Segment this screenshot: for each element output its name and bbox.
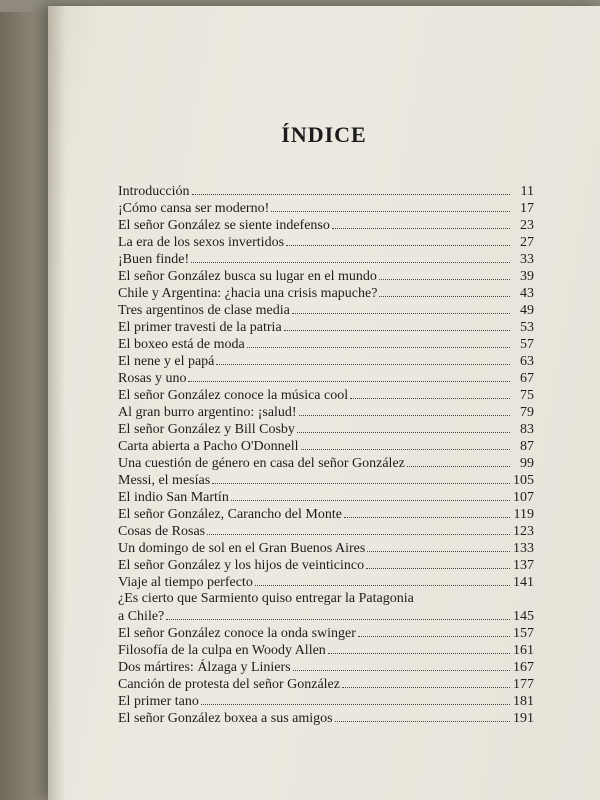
toc-entry	[118, 522, 534, 539]
toc-entry	[118, 233, 534, 250]
dot-leader	[297, 420, 510, 433]
dot-leader	[212, 471, 510, 484]
toc-entry-page: 105	[513, 473, 534, 488]
toc-entry-page: 11	[520, 184, 534, 199]
dot-leader	[344, 505, 510, 518]
toc-entry-title: El primer tano	[118, 694, 199, 709]
toc-entry-page: 27	[520, 235, 534, 250]
dot-leader	[299, 403, 510, 416]
dot-leader	[201, 692, 510, 705]
toc-entry	[118, 709, 534, 726]
dot-leader	[284, 318, 510, 331]
toc-entry-page: 75	[520, 388, 534, 403]
toc-entry-page: 145	[513, 609, 534, 624]
toc-entry-page: 191	[513, 711, 534, 726]
toc-entry-title: El nene y el papá	[118, 354, 215, 369]
toc-entry	[118, 573, 534, 590]
toc-entry-page: 43	[520, 286, 534, 301]
toc-entry-title: Una cuestión de género en casa del señor González	[118, 456, 405, 471]
dot-leader	[207, 522, 510, 535]
toc-entry-title: La era de los sexos invertidos	[118, 235, 285, 250]
dot-leader	[247, 335, 510, 348]
toc-entry-title: El señor González y los hijos de veinticinco	[118, 558, 365, 573]
dot-leader	[301, 437, 510, 450]
toc-entry-page: 39	[520, 269, 534, 284]
page-title: ÍNDICE	[281, 122, 367, 147]
toc-entry-page: 141	[513, 575, 534, 590]
toc-entry	[118, 675, 534, 692]
dot-leader	[335, 709, 510, 722]
toc-entry	[118, 267, 534, 284]
toc-entry-title: El señor González, Carancho del Monte	[118, 507, 342, 522]
toc-entry-title: Tres argentinos de clase media	[118, 303, 290, 318]
dot-leader	[255, 573, 510, 586]
toc-entry	[118, 216, 534, 233]
toc-entry	[118, 692, 534, 709]
toc-entry-title: Viaje al tiempo perfecto	[118, 575, 253, 590]
toc-entry-page: 33	[520, 252, 534, 267]
toc-entry	[118, 505, 534, 522]
toc-entry	[118, 301, 534, 318]
dot-leader	[358, 624, 510, 637]
toc-entry	[118, 488, 534, 505]
dot-leader	[293, 658, 510, 671]
toc-entry-title: El boxeo está de moda	[118, 337, 245, 352]
dot-leader	[366, 556, 510, 569]
toc-entry	[118, 590, 534, 624]
toc-entry-page: 79	[520, 405, 534, 420]
toc-entry-title: El indio San Martín	[118, 490, 229, 505]
toc-entry-title: El señor González se siente indefenso	[118, 218, 330, 233]
toc-entry-title-continued: a Chile?	[118, 609, 165, 624]
dot-leader	[188, 369, 510, 382]
toc-entry-title: El señor González conoce la onda swinger	[118, 626, 356, 641]
toc-entry-page: 133	[513, 541, 534, 556]
toc-entry-page: 137	[513, 558, 534, 573]
toc-entry	[118, 250, 534, 267]
toc-entry-page: 57	[520, 337, 534, 352]
toc-entry	[118, 284, 534, 301]
dot-leader	[379, 267, 510, 280]
toc-entry	[118, 624, 534, 641]
dot-leader	[286, 233, 510, 246]
dot-leader	[271, 199, 510, 212]
book-page	[48, 6, 600, 800]
toc-entry	[118, 352, 534, 369]
toc-entry	[118, 369, 534, 386]
toc-entry-title: Filosofía de la culpa en Woody Allen	[118, 643, 326, 658]
dot-leader	[216, 352, 510, 365]
dot-leader	[192, 182, 510, 195]
toc-entry-title: Rosas y uno	[118, 371, 187, 386]
toc-entry-title: Carta abierta a Pacho O'Donnell	[118, 439, 299, 454]
toc-entry-title: Introducción	[118, 184, 190, 199]
toc-entry-page: 87	[520, 439, 534, 454]
toc-entry-page: 107	[513, 490, 534, 505]
toc-entry-title: Messi, el mesías	[118, 473, 211, 488]
toc-entry-title: ¡Buen finde!	[118, 252, 190, 267]
toc-entry-page: 83	[520, 422, 534, 437]
toc-entry-page: 177	[513, 677, 534, 692]
toc-entry-title: Canción de protesta del señor González	[118, 677, 340, 692]
toc-entry-title: El señor González y Bill Cosby	[118, 422, 295, 437]
toc-entry	[118, 471, 534, 488]
dot-leader	[328, 641, 510, 654]
toc-entry-page: 167	[513, 660, 534, 675]
toc-entry	[118, 641, 534, 658]
toc-entry-page: 49	[520, 303, 534, 318]
toc-entry-page: 63	[520, 354, 534, 369]
toc-entry-title: Cosas de Rosas	[118, 524, 206, 539]
toc-entry	[118, 556, 534, 573]
toc-entry-page: 181	[513, 694, 534, 709]
toc-entry	[118, 318, 534, 335]
toc-entry-title: El señor González busca su lugar en el mundo	[118, 269, 377, 284]
toc-entry-title: El señor González boxea a sus amigos	[118, 711, 333, 726]
toc-entry	[118, 454, 534, 471]
toc-entry	[118, 199, 534, 216]
toc-entry	[118, 403, 534, 420]
dot-leader	[166, 607, 510, 620]
toc-entry-page: 161	[513, 643, 534, 658]
toc-entry-page: 67	[520, 371, 534, 386]
dot-leader	[367, 539, 510, 552]
toc-entry	[118, 539, 534, 556]
toc-entry-page: 99	[520, 456, 534, 471]
toc-entry-title: Chile y Argentina: ¿hacia una crisis mapuche?	[118, 286, 378, 301]
toc-entry-title: Un domingo de sol en el Gran Buenos Aires	[118, 541, 366, 556]
dot-leader	[191, 250, 510, 263]
dot-leader	[342, 675, 510, 688]
dot-leader	[407, 454, 510, 467]
toc-entry-title: El señor González conoce la música cool	[118, 388, 349, 403]
toc-entry-title: Al gran burro argentino: ¡salud!	[118, 405, 297, 420]
table-of-contents	[118, 182, 534, 726]
toc-entry-title: Dos mártires: Álzaga y Liniers	[118, 660, 291, 675]
toc-entry	[118, 182, 534, 199]
dot-leader	[350, 386, 510, 399]
toc-entry-title: ¡Cómo cansa ser moderno!	[118, 201, 270, 216]
toc-entry-page: 119	[513, 507, 534, 522]
toc-entry-page: 17	[520, 201, 534, 216]
show-through-text	[170, 64, 490, 174]
toc-entry	[118, 335, 534, 352]
toc-entry-page: 53	[520, 320, 534, 335]
dot-leader	[332, 216, 510, 229]
toc-entry-title: El primer travesti de la patria	[118, 320, 282, 335]
dot-leader	[379, 284, 510, 297]
toc-entry-page: 157	[513, 626, 534, 641]
dot-leader	[231, 488, 510, 501]
toc-entry-title: ¿Es cierto que Sarmiento quiso entregar la Patagonia	[118, 591, 414, 606]
toc-entry-page: 123	[513, 524, 534, 539]
dot-leader	[292, 301, 510, 314]
toc-entry	[118, 658, 534, 675]
toc-entry	[118, 386, 534, 403]
toc-entry	[118, 420, 534, 437]
toc-entry-page: 23	[520, 218, 534, 233]
toc-entry	[118, 437, 534, 454]
